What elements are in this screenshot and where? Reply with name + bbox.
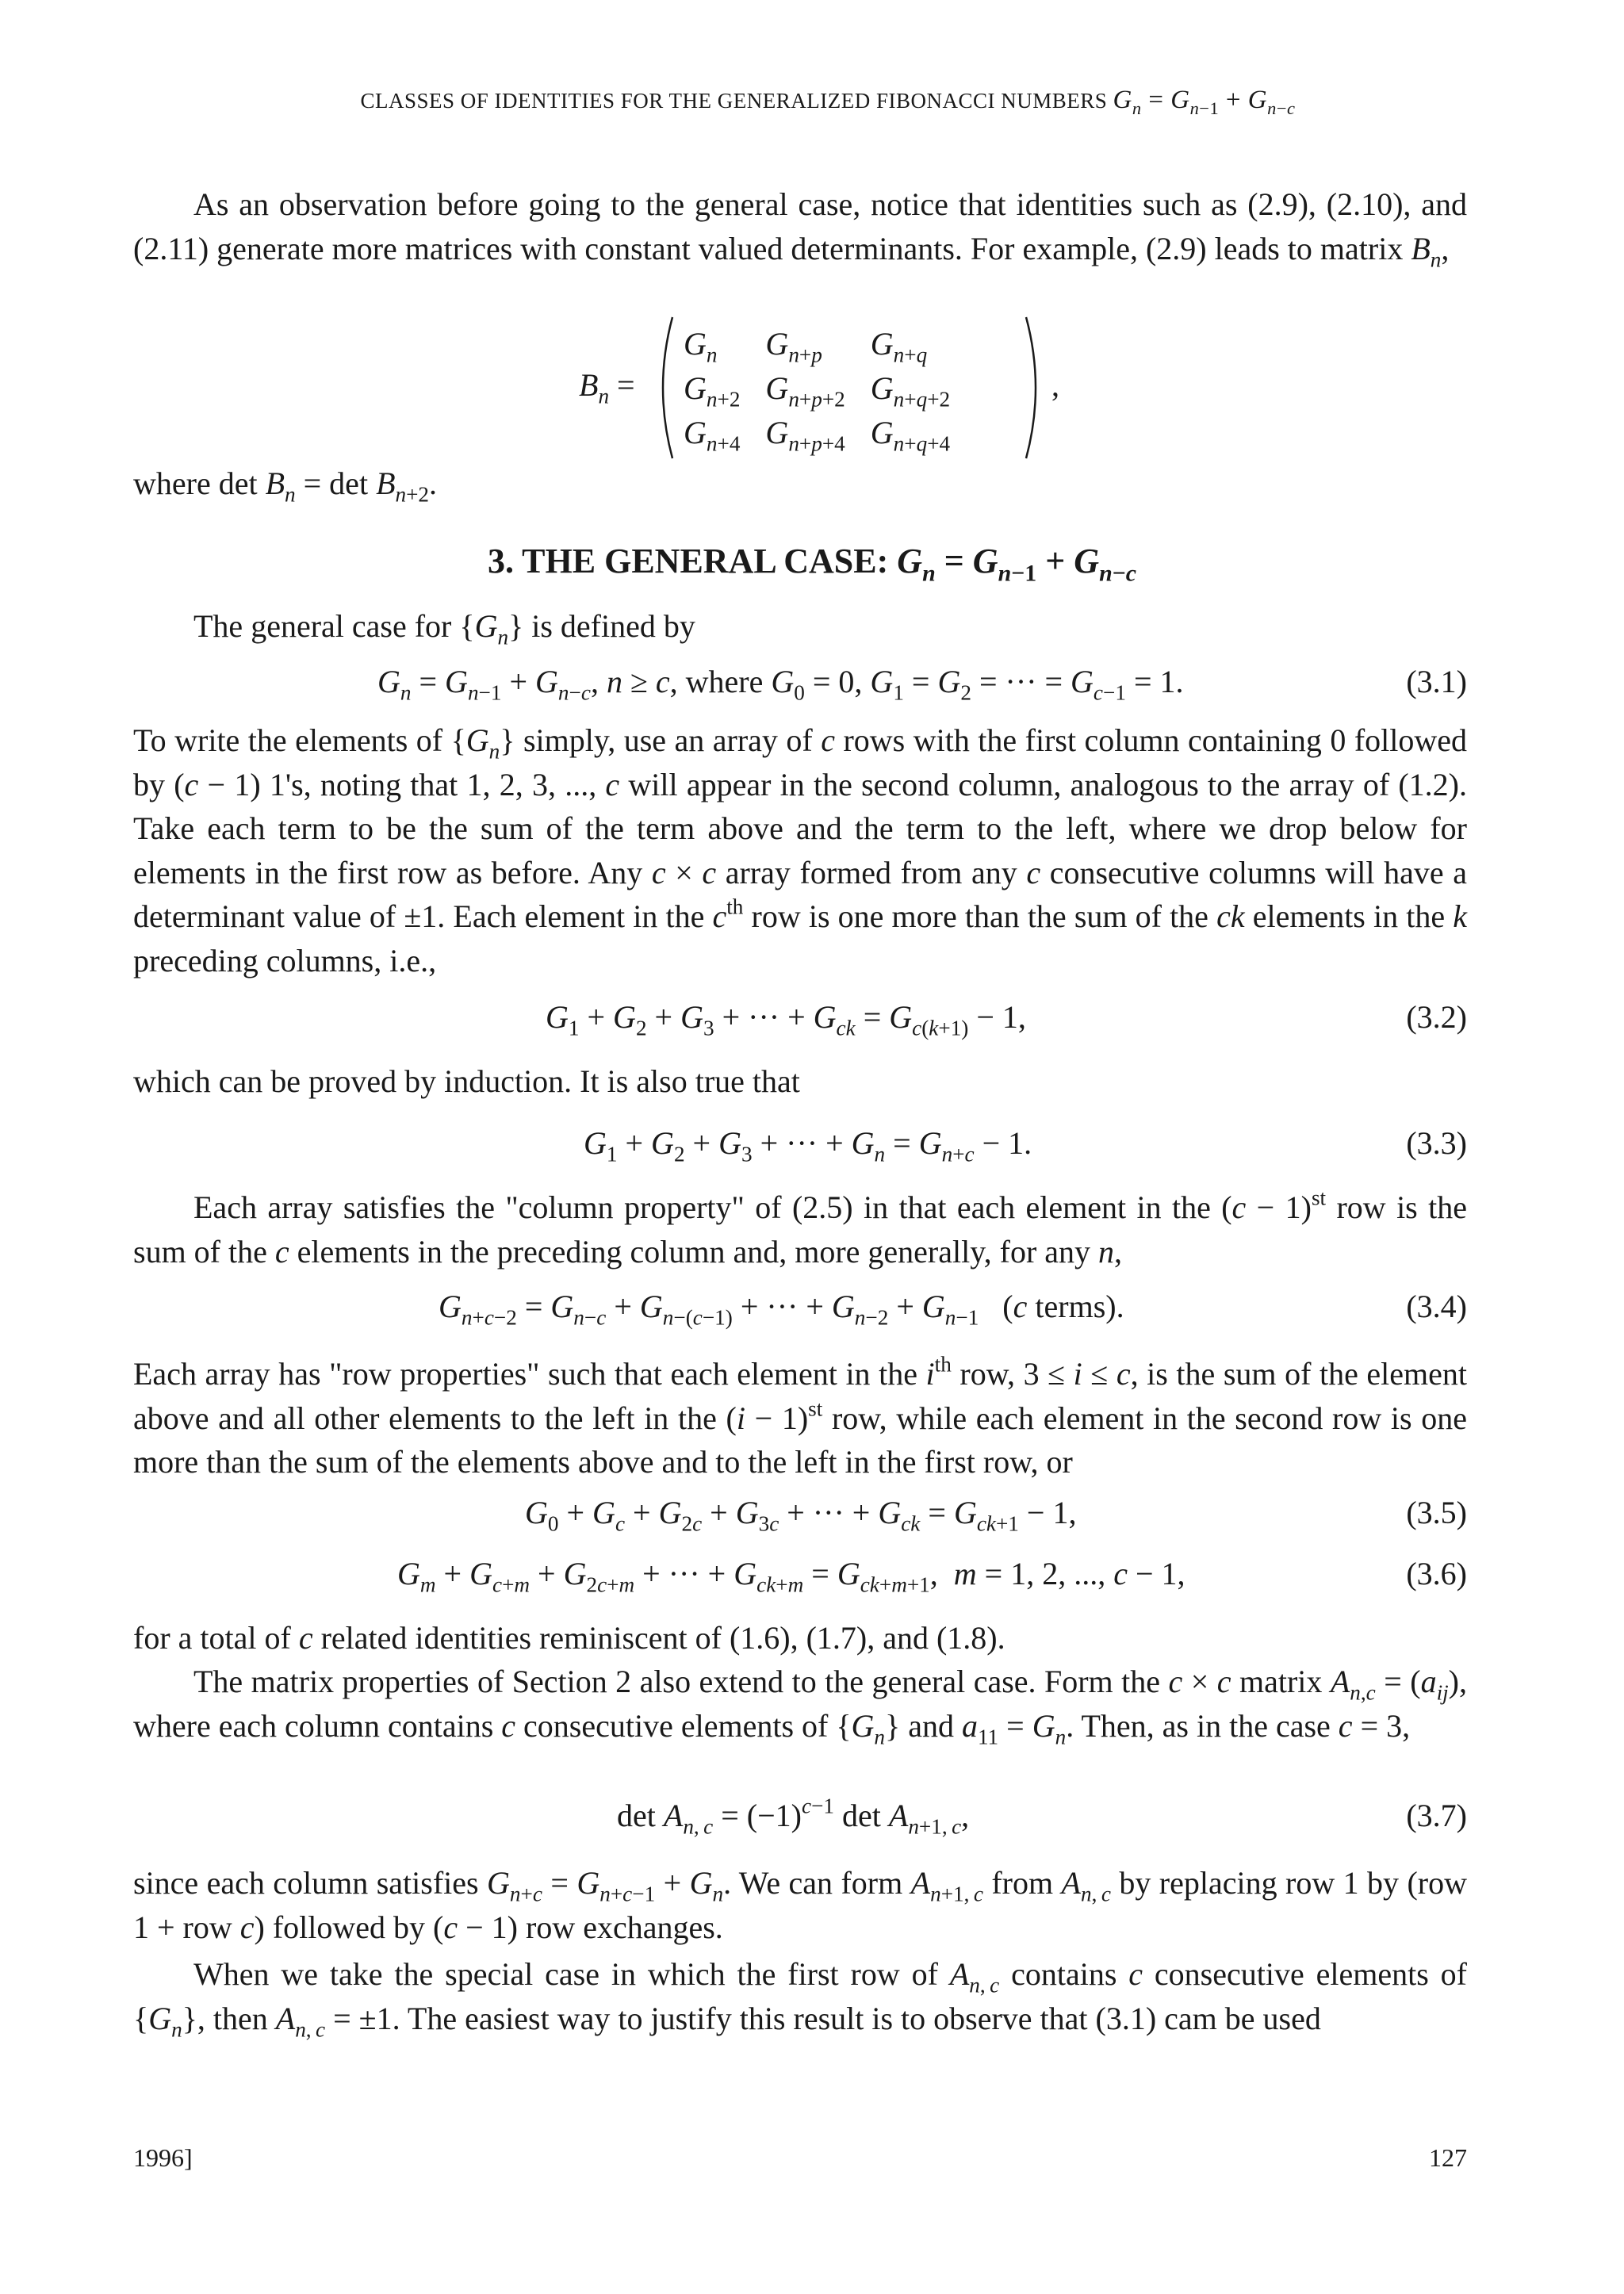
matrix-entries (671, 322, 963, 455)
equation-body: $G_{n+c-2} = G_{n-c} + G_{n-(c-1)}$ + ··· + $G_{n-2} + G_{n-1}$ (c terms). (439, 1289, 1124, 1330)
matrix-row (671, 322, 963, 366)
equation-label: (3.6) (1406, 1556, 1467, 1591)
equation-label: (3.3) (1406, 1125, 1467, 1161)
equation-body: $G_1 + G_2 + G_3$ + ··· + $G_n = G_{n+c} - 1$. (584, 1125, 1032, 1166)
matrix-row (671, 366, 963, 411)
running-title: CLASSES OF IDENTITIES FOR THE GENERALIZED FIBONACCI NUMBERS (360, 89, 1108, 113)
equation-3-4 (133, 1285, 1467, 1329)
equation-3-6 (133, 1552, 1467, 1596)
matrix-cell: $G_{n+p+4}$ (765, 415, 845, 456)
equation-body: $\det A_{n, c} = (-1)^{c-1}$ $\det A_{n+1, c}$, (617, 1794, 970, 1839)
paragraph-row-properties: Each array has "row properties" such that each element in the $i^{th}$ row, 3 ≤ i ≤ c, is the sum of the element above and all other elements to the left in the $(i - 1)^{st}$ row, while each element in the second row is one more than the sum of the elements above and to the left in the first row, or (133, 1352, 1467, 1480)
equation-label: (3.4) (1406, 1289, 1467, 1324)
equation-3-2 (133, 995, 1467, 1040)
equation-label: (3.1) (1406, 664, 1467, 699)
matrix-lhs: $B_n$ = (579, 367, 635, 408)
matrix-row (671, 411, 963, 455)
equation-body: $G_0 + G_c + G_{2c} + G_{3c}$ + ··· + $G_{ck} = G_{ck+1} - 1$, (525, 1495, 1077, 1536)
equation-body: $G_n = G_{n-1} + G_{n-c}$, n ≥ c, where $G_0 = 0$, $G_1 = G_2$ = ··· = $G_{c-1} = 1$. (377, 664, 1184, 705)
section-heading: 3. THE GENERAL CASE: $G_n = G_{n-1} + G_{n-c}$ (487, 542, 1137, 587)
paragraph-induction: which can be proved by induction. It is also true that (133, 1063, 800, 1099)
matrix-cell: $G_{n+2}$ (684, 370, 741, 412)
footer-year: 1996] (133, 2143, 193, 2172)
equation-label: (3.5) (1406, 1495, 1467, 1530)
right-paren-icon (1023, 316, 1047, 460)
matrix-cell: $G_{n+p}$ (765, 326, 822, 367)
page-number: 127 (1429, 2143, 1467, 2172)
equation-3-3 (133, 1121, 1467, 1166)
matrix-cell: $G_n$ (684, 326, 718, 367)
equation-label: (3.2) (1406, 999, 1467, 1035)
equation-body: $G_m + G_{c+m} + G_{2c+m}$ + ··· + $G_{ck+m} = G_{ck+m+1}$, m = 1, 2, ..., c − 1, (397, 1556, 1185, 1597)
matrix-trailing-comma: , (1051, 367, 1059, 403)
equation-3-7 (133, 1794, 1467, 1838)
matrix-cell: $G_{n+q+4}$ (870, 415, 951, 456)
paragraph-general-case: The general case for $\{G_n\}$ is defined by (193, 608, 695, 649)
paragraph-matrix-properties: The matrix properties of Section 2 also extend to the general case. Form the c × c matrix $A_{n,c} = (a_{ij})$, where each column contains c consecutive elements of $\{G_n\}$ and $a_{11} = G_n$. Then, as in the case c = 3, (133, 1664, 1467, 1749)
matrix-cell: $G_{n+p+2}$ (765, 370, 845, 412)
matrix-cell: $G_{n+q+2}$ (870, 370, 951, 412)
paragraph-special-case: When we take the special case in which the first row of $A_{n, c}$ contains c consecutive elements of $\{G_n\}$, then $A_{n, c} = \pm 1$. The easiest way to justify this result is to observe that (3.1) cam be used (133, 1956, 1467, 2042)
equation-label: (3.7) (1406, 1798, 1467, 1833)
matrix-cell: $G_{n+q}$ (870, 326, 928, 367)
equation-3-5 (133, 1491, 1467, 1535)
paragraph-column-property: Each array satisfies the "column property" of (2.5) in that each element in the $(c - 1)^{st}$ row is the sum of the c elements in the preceding column and, more generally, for any n, (133, 1185, 1467, 1270)
equation-3-1 (133, 660, 1467, 704)
paragraph-column-satisfies: since each column satisfies $G_{n+c} = G_{n+c-1} + G_n$. We can form $A_{n+1, c}$ from $A_{n, c}$ by replacing row 1 by (row 1 + row c) followed by (c − 1) row exchanges. (133, 1865, 1468, 1945)
paragraph-observation: As an observation before going to the general case, notice that identities such as (2.9), (2.10), and (2.11) generate more matrices with constant valued determinants. For example, (2.9) leads to matrix $B_n$, (133, 186, 1467, 272)
matrix-cell: $G_{n+4}$ (684, 415, 741, 456)
equation-body: $G_1 + G_2 + G_3$ + ··· + $G_{ck} = G_{c(k+1)} - 1$, (546, 999, 1026, 1040)
paragraph-related-identities: for a total of c related identities reminiscent of (1.6), (1.7), and (1.8). (133, 1620, 1005, 1656)
paragraph-array: To write the elements of $\{G_n\}$ simply, use an array of c rows with the first column containing 0 followed by (c − 1) 1's, noting that 1, 2, 3, ..., c will appear in the second column, analogous to the array of (1.2). Take each term to be the sum of the term above and the term to the left, where we drop below for elements in the first row as before. Any c × c array formed from any c consecutive columns will have a determinant value of ±1. Each element in the $c^{th}$ row is one more than the sum of the ck elements in the k preceding columns, i.e., (133, 722, 1468, 978)
header-formula: $G_n = G_{n-1} + G_{n-c}$ (1113, 86, 1296, 118)
running-header (0, 86, 1624, 118)
where-line: where $\det B_n = \det B_{n+2}$. (133, 465, 438, 507)
